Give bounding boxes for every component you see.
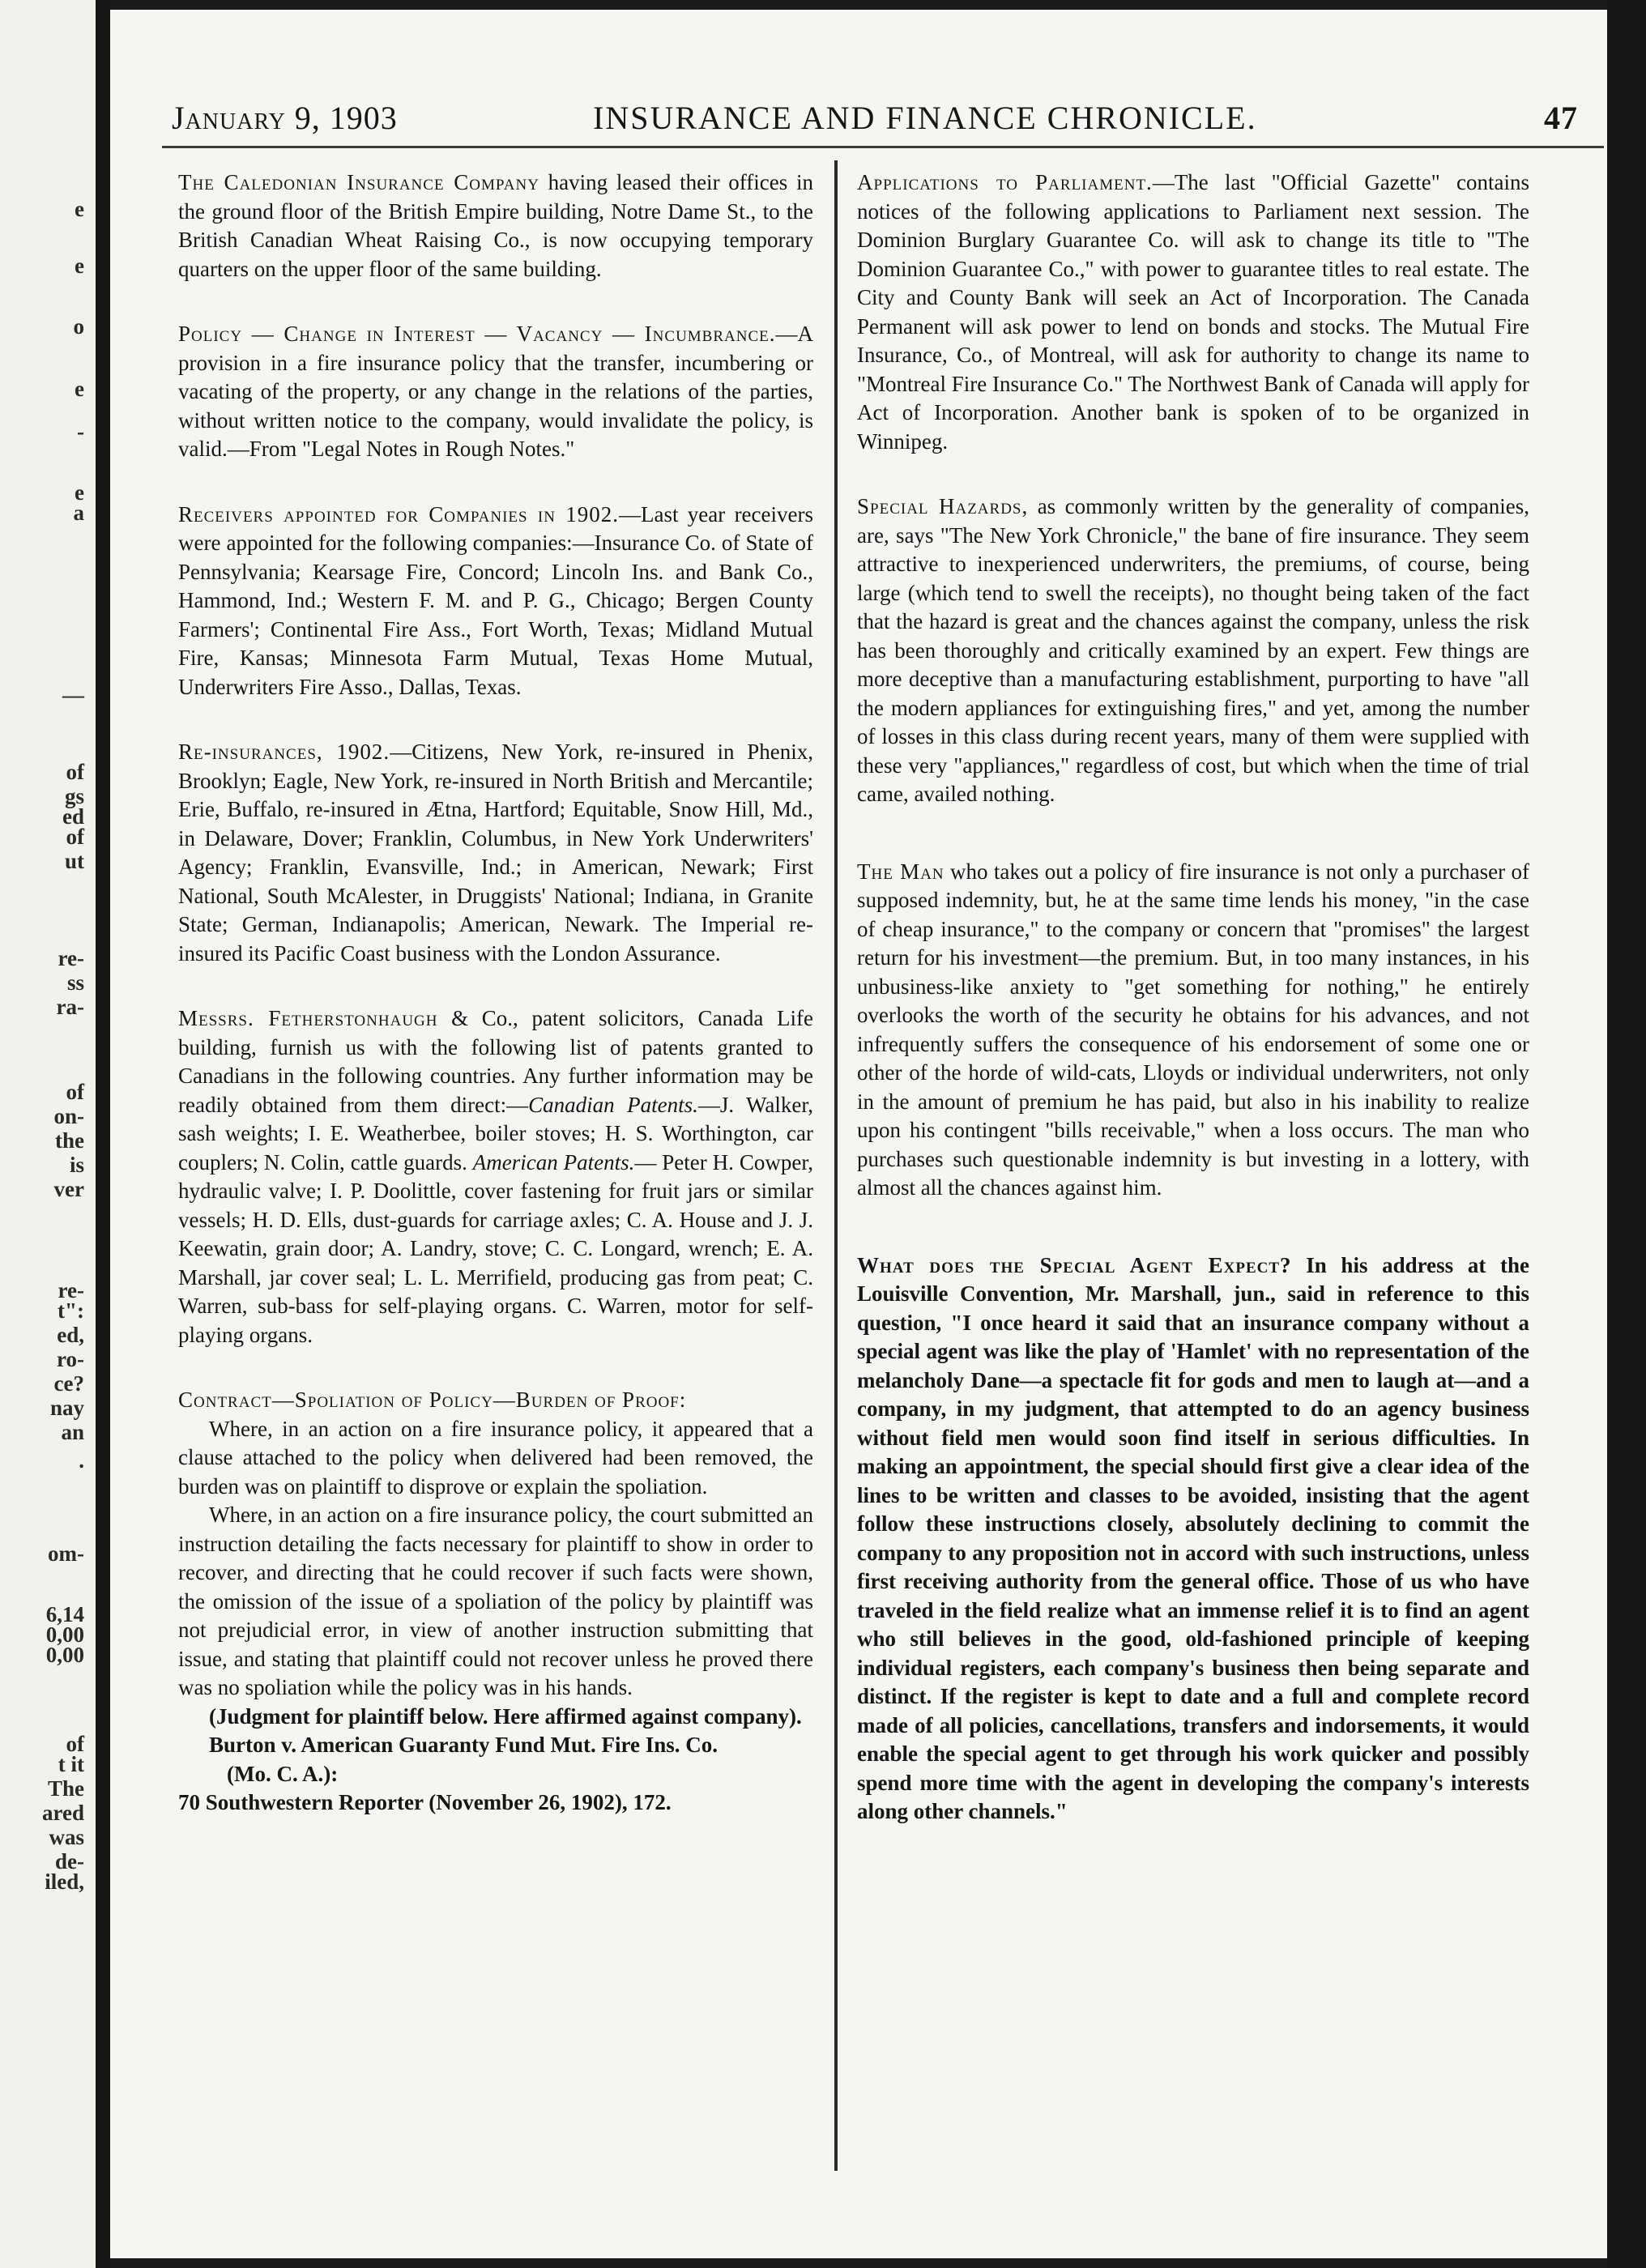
gutter-fragment: a	[73, 501, 84, 525]
gutter-fragment: t it	[58, 1752, 84, 1776]
right-column	[857, 168, 1529, 1863]
gutter-fragment: gs	[64, 784, 84, 808]
adjacent-page-gutter	[0, 0, 110, 2268]
article-lead: The Man	[857, 859, 945, 884]
article-lead: Special Hazards,	[857, 494, 1029, 518]
issue-date: January 9, 1903	[172, 100, 398, 136]
gutter-fragment: ra-	[56, 995, 84, 1019]
gutter-fragment: 0,00	[45, 1622, 84, 1647]
gutter-fragment: The	[47, 1776, 84, 1801]
gutter-fragment: on-	[53, 1104, 84, 1128]
article-body: who takes out a policy of fire insurance is not only a purchaser of supposed indemnity, but, he at the same time lends his money, "in the case of cheap insurance," to the company or concern that "promises" the largest return for his investment—the premium. But, in too many instances, in his unbusiness-like anxiety to "get something for nothing," he entirely overlooks the worth of the security he obtains for his advances, and not infrequently suffers the consequence of his endorsement of some one or other of the horde of wild-cats, Lloyds or individual underwriters, not only in the amount of premium he has paid, but also in his inability to realize upon his contingent "bills receivable," when a loss occurs. The man who purchases such questionable indemnity is but investing in a lottery, with almost all the chances against him.	[857, 859, 1529, 1200]
article-lead: The Caledonian Insurance Company	[178, 170, 539, 194]
article-lead: What does the Special Agent Expect?	[857, 1252, 1292, 1277]
case-name: Burton v. American Guaranty Fund Mut. Fire Ins. Co.	[209, 1733, 719, 1757]
article-heading	[178, 1386, 813, 1415]
gutter-fragment: ro-	[57, 1347, 84, 1371]
page-header	[172, 99, 1609, 144]
gutter-fragment: the	[55, 1128, 84, 1153]
gutter-fragment: of	[66, 760, 84, 784]
gutter-fragment: of	[66, 1732, 84, 1756]
gutter-fragment: was	[49, 1825, 84, 1849]
article-body: In his address at the Louisville Convention, Mr. Marshall, jun., said in reference to this question, "I once heard it said that an insurance company without a special agent was like the play of 'Hamlet' with no representation of the melancholy Dane—a spectacle fit for gods and men to laugh at—and a company, in my judgment, that attempted to do an agency business without field men would soon find itself in serious difficulties. In making an appointment, the special should first give a clear idea of the lines to be written and classes to be avoided, insisting that the agent follow these instructions closely, absolutely declining to commit the company to any proposition not in accord with such instructions, unless first receiving authority from the general office. Those of us who have traveled in the field realize what an immense relief it is to find an agent who still believes in the good, old-fashioned principle of keeping individual registers, each company's business then being separate and distinct. If the register is kept to date and a full and complete record made of all policies, cancellations, transfers and indorsements, it would enable the special agent to get through his work quicker and possibly spend more time with the agent in developing the company's interests along other channels."	[857, 1252, 1529, 1823]
case-court: (Mo. C. A.):	[227, 1761, 339, 1786]
article-body: —Citizens, New York, re-insured in Phenix, Brooklyn; Eagle, New York, re-insured in North British and Mercantile; Erie, Buffalo, re-insured in Ætna, Hartford; Equitable, Snow Hill, Md., in Delaware, Dover; Franklin, Columbus, in New York Underwriters' Agency; Franklin, Evansville, Ind.; in American, Newark; First National, South McAlester, in Druggists' National; Indiana, in Granite State; German, Indianapolis; American, Newark. The Imperial re-insured its Pacific Coast business with the London Assurance.	[178, 740, 813, 966]
article-lead: Applications to Parliament.	[857, 170, 1153, 194]
case-reporter: 70 Southwestern Reporter (November 26, 1902), 172.	[178, 1790, 672, 1814]
article-receivers	[178, 501, 813, 702]
gutter-fragment: e	[75, 197, 84, 221]
article-lead: Policy — Change in Interest — Vacancy — Incumbrance.	[178, 322, 776, 346]
gutter-fragment: nay	[49, 1396, 84, 1420]
article-applications	[857, 168, 1529, 456]
gutter-fragment: ce?	[53, 1371, 84, 1396]
article-reinsurances	[178, 738, 813, 968]
gutter-fragment: iled,	[45, 1869, 84, 1894]
article-body: —The last "Official Gazette" contains notices of the following applications to Parliament next session. The Dominion Burglary Guarantee Co. will ask to change its title to "The Dominion Guarantee Co.," with power to guarantee titles to real estate. The City and County Bank will seek an Act of Incorporation. The Canada Permanent will ask power to lend on bonds and stocks. The Mutual Fire Insurance, Co., of Montreal, will ask for authority to change its name to "Montreal Fire Insurance Co." The Northwest Bank of Canada will apply for Act of Incorporation. Another bank is spoken of to be organized in Winnipeg.	[857, 170, 1529, 454]
gutter-fragment: t":	[58, 1298, 84, 1323]
gutter-fragment: ss	[66, 970, 84, 995]
gutter-fragment: an	[61, 1420, 84, 1444]
gutter-fragment: .	[79, 1448, 84, 1473]
article-body: as commonly written by the generality of companies, are, says "The New York Chronicle," the bane of fire insurance. They seem attractive to inexperienced underwriters, the premiums, of course, being large (which tend to swell the receipts), no thought being taken of the fact that the hazard is great and the chances against the company, unless the risk has been thoroughly and critically examined by an expert. Few things are more deceptive than a manufacturing establishment, purporting to have "all the modern appliances for extinguishing fires," and yet, among the number of losses in this class during recent years, many of them were supplied with these very "appliances," regardless of cost, but which when the time of trial came, availed nothing.	[857, 494, 1529, 806]
gutter-fragment: —	[62, 683, 84, 707]
article-lead: Contract—Spoliation of Policy—Burden of Proof:	[178, 1388, 687, 1412]
american-patents-label: American Patents.	[472, 1149, 635, 1174]
article-paragraph: Where, in an action on a fire insurance policy, it appeared that a clause attached to the policy when delivered had been removed, the burden was on plaintiff to disprove or explain the spoliation.	[178, 1416, 813, 1498]
article-hazards	[857, 492, 1529, 809]
article-policy	[178, 320, 813, 464]
gutter-fragment: 6,14	[45, 1602, 84, 1626]
article-contract	[178, 1386, 813, 1818]
gutter-fragment: ver	[53, 1177, 84, 1201]
gutter-fragment: of	[66, 825, 84, 849]
article-body: & Co., patent solicitors, Canada Life building, furnish us with the following list of patents granted to Canadians in the following countries. Any further information may be readily obtained from them direct:—	[178, 1006, 814, 1117]
gutter-fragment: is	[69, 1153, 84, 1177]
article-paragraph: Where, in an action on a fire insurance policy, the court submitted an instruction detailing the facts necessary for plaintiff to show in order to recover, and directing that he could recover if such facts were shown, the omission of the issue of a spoliation of the policy by plaintiff was not prejudicial error, in view of another instruction submitting that issue, and stating that plaintiff could not recover unless he proved there was no spoliation while the policy was in his hands.	[178, 1503, 813, 1699]
page-number: 47	[1544, 100, 1578, 136]
article-body: — Peter H. Cowper, hydraulic valve; I. P. Doolittle, cover fastening for fruit jars or similar vessels; H. D. Ells, dust-guards for carriage axles; C. A. House and J. J. Keewatin, grain door; A. Landry, stove; C. C. Longard, wrench; E. A. Marshall, jar cover seal; L. L. Merrifield, producing gas from peat; C. Warren, sub-bass for self-playing organs. C. Warren, motor for self-playing organs.	[178, 1149, 813, 1347]
article-lead: Re-insurances, 1902.	[178, 740, 390, 764]
article-body: —A provision in a fire insurance policy that the transfer, incumbering or vacating of the property, or any change in the relations of the parties, without written notice to the company, would invalidate the policy, is valid.—From "Legal Notes in Rough Notes."	[178, 322, 813, 461]
gutter-fragment: ed,	[57, 1323, 84, 1347]
canadian-patents-label: Canadian Patents.	[528, 1092, 698, 1117]
page-edge-shadow	[1607, 0, 1646, 2268]
gutter-fragment: de-	[55, 1849, 84, 1874]
gutter-fragment: re-	[58, 946, 84, 970]
judgment-note: (Judgment for plaintiff below. Here affirmed against company).	[209, 1703, 802, 1729]
gutter-fragment: e	[75, 480, 84, 505]
gutter-fragment: e	[75, 377, 84, 401]
article-body: —J. Walker, sash weights; I. E. Weatherbee, boiler stoves; H. S. Worthington, car couplers; N. Colin, cattle guards.	[178, 1092, 813, 1174]
gutter-fragment: of	[66, 1080, 84, 1104]
article-lead: Messrs. Fetherstonhaugh	[178, 1006, 438, 1030]
publication-title: INSURANCE AND FINANCE CHRONICLE.	[593, 100, 1257, 136]
article-body: —Last year receivers were appointed for the following companies:—Insurance Co. of State of Pennsylvania; Kearsage Fire, Concord; Lincoln Ins. and Bank Co., Hammond, Ind.; Western F. M. and P. G., Chicago; Bergen County Farmers'; Continental Fire Ass., Fort Worth, Texas; Midland Mutual Fire, Kansas; Minnesota Farm Mutual, Texas Home Mutual, Underwriters Fire Asso., Dallas, Texas.	[178, 501, 813, 699]
article-caledonian	[178, 168, 813, 284]
gutter-fragment: o	[73, 314, 84, 339]
gutter-fragment: re-	[58, 1278, 84, 1302]
article-special-agent	[857, 1251, 1529, 1827]
left-column	[178, 168, 813, 1818]
article-body: having leased their offices in the ground floor of the British Empire building, Notre Dame St., to the British Canadian Wheat Raising Co., is now occupying temporary quarters on the upper floor of the same building.	[178, 170, 813, 281]
article-lead: Receivers appointed for Companies in 1902.	[178, 501, 620, 526]
gutter-fragment: e	[75, 254, 84, 278]
gutter-fragment: 0,00	[45, 1643, 84, 1667]
gutter-fragment: om-	[48, 1541, 84, 1566]
gutter-fragment: ut	[64, 849, 84, 873]
gutter-fragment: ed	[62, 804, 84, 829]
gutter-fragment: -	[77, 420, 84, 444]
gutter-fragment: ared	[42, 1801, 84, 1825]
article-man	[857, 858, 1529, 1203]
column-divider	[834, 160, 838, 2171]
header-rule	[162, 146, 1604, 148]
article-patents	[178, 1004, 813, 1349]
